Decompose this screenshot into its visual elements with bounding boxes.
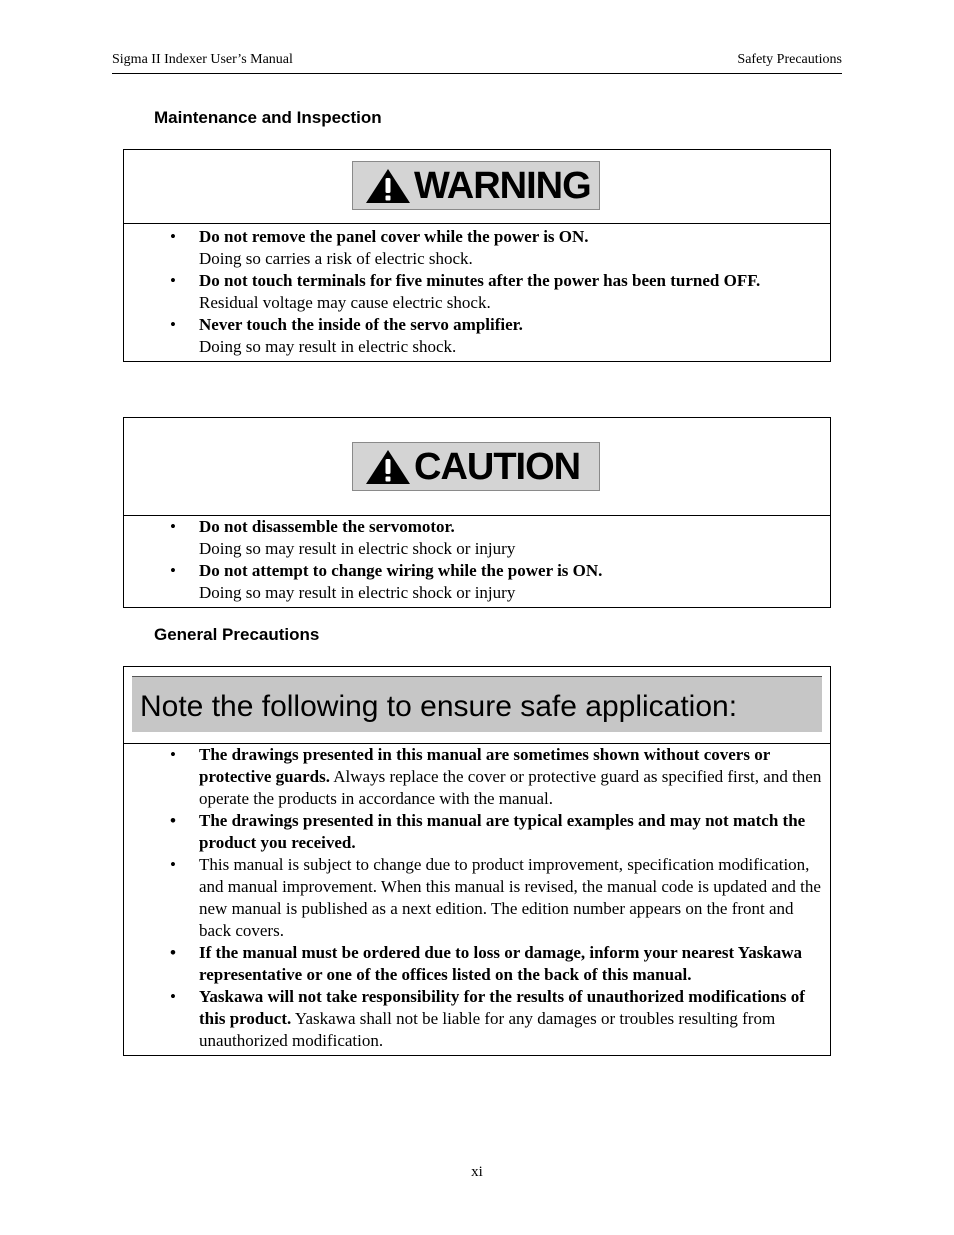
section-heading-general: General Precautions xyxy=(154,625,320,644)
item-bold-text: The drawings presented in this manual are typical examples and may not match the product you received. xyxy=(199,811,806,852)
list-item: • Do not touch terminals for five minutes after the power has been turned OFF. Residual voltage may cause electric shock. xyxy=(170,271,761,312)
caution-signal-panel xyxy=(352,442,600,491)
list-item: • This manual is subject to change due to product improvement, specification modification, and manual improvement. When this manual is revised, the manual code is updated and the new manual is published as a next edition. The edition number appears on the front and back covers. xyxy=(170,855,821,940)
caution-box xyxy=(123,417,831,608)
list-item: • The drawings presented in this manual are typical examples and may not match the product you received. xyxy=(170,811,806,852)
item-text: Doing so carries a risk of electric shock. xyxy=(199,249,473,268)
warning-box xyxy=(123,149,831,362)
list-item: • Do not attempt to change wiring while the power is ON. Doing so may result in electric shock or injury xyxy=(170,561,603,602)
warning-triangle-icon xyxy=(365,168,411,204)
item-text: Doing so may result in electric shock or injury xyxy=(199,583,516,602)
item-bold-text: The drawings presented in this manual are sometimes shown without covers or protective guards. xyxy=(199,745,770,786)
item-bold-text: Do not attempt to change wiring while the power is ON. xyxy=(199,561,603,580)
list-item: • Do not disassemble the servomotor. Doing so may result in electric shock or injury xyxy=(170,517,516,558)
item-bold-text: Do not disassemble the servomotor. xyxy=(199,517,455,536)
item-text: Always replace the cover or protective guard as specified first, and then operate the products in accordance with the manual. xyxy=(199,767,822,808)
item-bold-text: If the manual must be ordered due to loss or damage, inform your nearest Yaskawa representative or one of the offices listed on the back of this manual. xyxy=(199,943,803,984)
item-bold-text: Never touch the inside of the servo amplifier. xyxy=(199,315,523,334)
caution-box-header xyxy=(124,418,830,516)
section-heading-maintenance: Maintenance and Inspection xyxy=(154,108,382,127)
header-manual-title: Sigma II Indexer User’s Manual xyxy=(112,52,293,67)
item-bold-text: Yaskawa will not take responsibility for the results of unauthorized modifications of this product. xyxy=(199,987,805,1028)
running-header xyxy=(112,52,842,74)
caution-list xyxy=(124,516,830,607)
general-box-title: Note the following to ensure safe application: xyxy=(132,676,822,732)
item-text: Doing so may result in electric shock. xyxy=(199,337,457,356)
list-item: • Do not remove the panel cover while the power is ON. Doing so carries a risk of electric shock. xyxy=(170,227,589,268)
item-text: Doing so may result in electric shock or injury xyxy=(199,539,516,558)
list-item: • If the manual must be ordered due to loss or damage, inform your nearest Yaskawa representative or one of the offices listed on the back of this manual. xyxy=(170,943,803,984)
general-box-header xyxy=(124,667,830,744)
warning-signal-word: WARNING xyxy=(414,164,591,207)
item-text: This manual is subject to change due to product improvement, specification modification, and manual improvement. When this manual is revised, the manual code is updated and the new manual is published as a next edition. The edition number appears on the front and back covers. xyxy=(199,855,821,940)
caution-signal-word: CAUTION xyxy=(414,445,581,488)
header-section-title: Safety Precautions xyxy=(737,52,842,67)
list-item: • The drawings presented in this manual are sometimes shown without covers or protective guards. Always replace the cover or protective guard as specified first, and then operate the products in accordance with the manual. xyxy=(170,745,822,808)
list-item: • Yaskawa will not take responsibility for the results of unauthorized modifications of this product. Yaskawa shall not be liable for any damages or troubles resulting from unauthorized modification. xyxy=(170,987,805,1050)
item-bold-text: Do not touch terminals for five minutes after the power has been turned OFF. xyxy=(199,271,761,290)
warning-list xyxy=(124,224,830,361)
page-number: xi xyxy=(471,1164,483,1180)
warning-signal-panel xyxy=(352,161,600,210)
item-bold-text: Do not remove the panel cover while the power is ON. xyxy=(199,227,589,246)
general-precautions-box xyxy=(123,666,831,1056)
item-text: Residual voltage may cause electric shock. xyxy=(199,293,491,312)
general-list xyxy=(124,744,830,1055)
list-item: • Never touch the inside of the servo amplifier. Doing so may result in electric shock. xyxy=(170,315,523,356)
warning-triangle-icon xyxy=(365,449,411,485)
item-text: Yaskawa shall not be liable for any damages or troubles resulting from unauthorized modification. xyxy=(199,1009,776,1050)
warning-box-header xyxy=(124,150,830,224)
